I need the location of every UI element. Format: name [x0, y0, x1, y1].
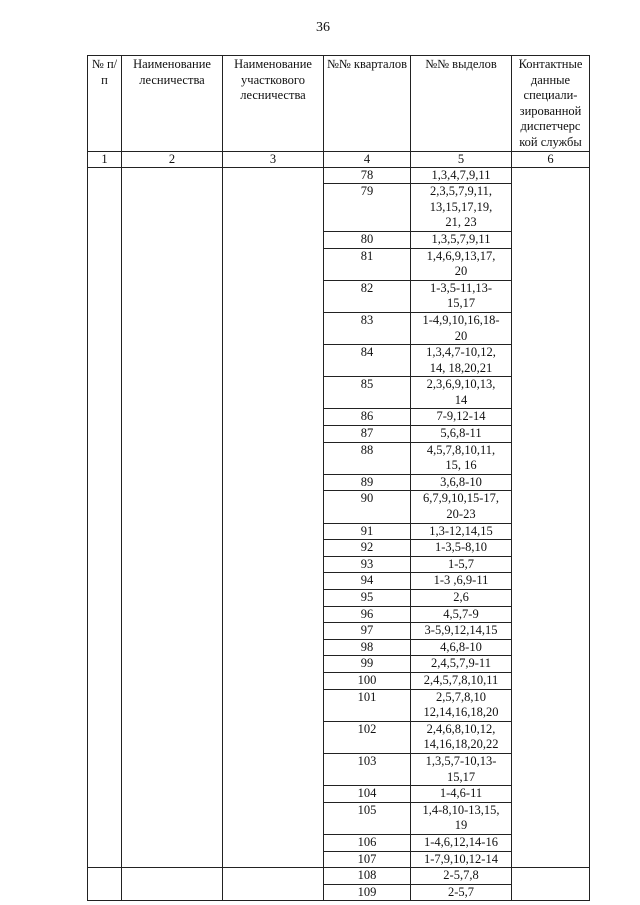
- quarter-cell: 93: [324, 556, 411, 573]
- header-district-forestry: Наименование участкового лесничества: [223, 56, 324, 152]
- sections-cell: 1-4,6-11: [411, 786, 512, 803]
- quarter-cell: 109: [324, 884, 411, 901]
- quarter-cell: 108: [324, 868, 411, 885]
- header-sections: №№ выделов: [411, 56, 512, 152]
- sections-cell: 1,3,5,7,9,11: [411, 231, 512, 248]
- quarter-cell: 101: [324, 689, 411, 721]
- sections-cell: 1,3,4,7-10,12, 14, 18,20,21: [411, 345, 512, 377]
- quarter-cell: 79: [324, 184, 411, 232]
- quarter-cell: 85: [324, 377, 411, 409]
- sections-cell: 3,6,8-10: [411, 474, 512, 491]
- quarter-cell: 100: [324, 672, 411, 689]
- sections-cell: 2,3,6,9,10,13, 14: [411, 377, 512, 409]
- contacts-cell: [512, 868, 590, 901]
- district-forestry-cell: [223, 868, 324, 901]
- quarter-cell: 102: [324, 721, 411, 753]
- sections-cell: 1,4,6,9,13,17, 20: [411, 248, 512, 280]
- column-number: 1: [88, 151, 122, 167]
- sections-cell: 1,3,4,7,9,11: [411, 167, 512, 184]
- sections-cell: 1,3,5,7-10,13- 15,17: [411, 753, 512, 785]
- column-number: 4: [324, 151, 411, 167]
- sections-cell: 4,5,7-9: [411, 606, 512, 623]
- contacts-cell: [512, 167, 590, 868]
- quarter-cell: 90: [324, 491, 411, 523]
- header-quarters: №№ кварталов: [324, 56, 411, 152]
- table-row: [88, 167, 590, 184]
- number-cell: [88, 167, 122, 868]
- quarter-cell: 87: [324, 426, 411, 443]
- quarter-cell: 78: [324, 167, 411, 184]
- quarter-cell: 107: [324, 851, 411, 868]
- forestry-cell: [122, 167, 223, 868]
- quarter-cell: 84: [324, 345, 411, 377]
- sections-cell: 5,6,8-11: [411, 426, 512, 443]
- quarter-cell: 89: [324, 474, 411, 491]
- quarter-cell: 88: [324, 442, 411, 474]
- quarter-cell: 104: [324, 786, 411, 803]
- quarter-cell: 83: [324, 312, 411, 344]
- quarter-cell: 81: [324, 248, 411, 280]
- header-row: [88, 56, 590, 152]
- column-number: 3: [223, 151, 324, 167]
- page-number: 36: [316, 20, 330, 35]
- sections-cell: 2,5,7,8,10 12,14,16,18,20: [411, 689, 512, 721]
- sections-cell: 1-4,6,12,14-16: [411, 834, 512, 851]
- sections-cell: 2-5,7,8: [411, 868, 512, 885]
- sections-cell: 2,3,5,7,9,11, 13,15,17,19, 21, 23: [411, 184, 512, 232]
- quarter-cell: 98: [324, 639, 411, 656]
- sections-cell: 1-7,9,10,12-14: [411, 851, 512, 868]
- quarter-cell: 106: [324, 834, 411, 851]
- sections-cell: 6,7,9,10,15-17, 20-23: [411, 491, 512, 523]
- quarter-cell: 92: [324, 540, 411, 557]
- quarter-cell: 96: [324, 606, 411, 623]
- forestry-table: [87, 55, 590, 901]
- header-contacts: Контактные данные специали-зированной диспетчерс кой службы: [512, 56, 590, 152]
- header-number: № п/п: [88, 56, 122, 152]
- column-number: 5: [411, 151, 512, 167]
- sections-cell: 1-5,7: [411, 556, 512, 573]
- quarter-cell: 82: [324, 280, 411, 312]
- sections-cell: 7-9,12-14: [411, 409, 512, 426]
- forestry-cell: [122, 868, 223, 901]
- sections-cell: 2,4,6,8,10,12, 14,16,18,20,22: [411, 721, 512, 753]
- sections-cell: 1-3 ,6,9-11: [411, 573, 512, 590]
- sections-cell: 1-4,9,10,16,18- 20: [411, 312, 512, 344]
- sections-cell: 3-5,9,12,14,15: [411, 623, 512, 640]
- sections-cell: 4,5,7,8,10,11, 15, 16: [411, 442, 512, 474]
- column-number-row: [88, 151, 590, 167]
- sections-cell: 1-3,5-8,10: [411, 540, 512, 557]
- quarter-cell: 97: [324, 623, 411, 640]
- table-row: [88, 868, 590, 885]
- number-cell: [88, 868, 122, 901]
- sections-cell: 2,6: [411, 590, 512, 607]
- column-number: 6: [512, 151, 590, 167]
- quarter-cell: 86: [324, 409, 411, 426]
- quarter-cell: 80: [324, 231, 411, 248]
- sections-cell: 4,6,8-10: [411, 639, 512, 656]
- sections-cell: 1-3,5-11,13- 15,17: [411, 280, 512, 312]
- district-forestry-cell: [223, 167, 324, 868]
- quarter-cell: 99: [324, 656, 411, 673]
- quarter-cell: 95: [324, 590, 411, 607]
- sections-cell: 1,3-12,14,15: [411, 523, 512, 540]
- sections-cell: 2-5,7: [411, 884, 512, 901]
- quarter-cell: 94: [324, 573, 411, 590]
- header-forestry: Наименование лесничества: [122, 56, 223, 152]
- quarter-cell: 103: [324, 753, 411, 785]
- sections-cell: 2,4,5,7,9-11: [411, 656, 512, 673]
- quarter-cell: 91: [324, 523, 411, 540]
- sections-cell: 2,4,5,7,8,10,11: [411, 672, 512, 689]
- quarter-cell: 105: [324, 802, 411, 834]
- column-number: 2: [122, 151, 223, 167]
- sections-cell: 1,4-8,10-13,15, 19: [411, 802, 512, 834]
